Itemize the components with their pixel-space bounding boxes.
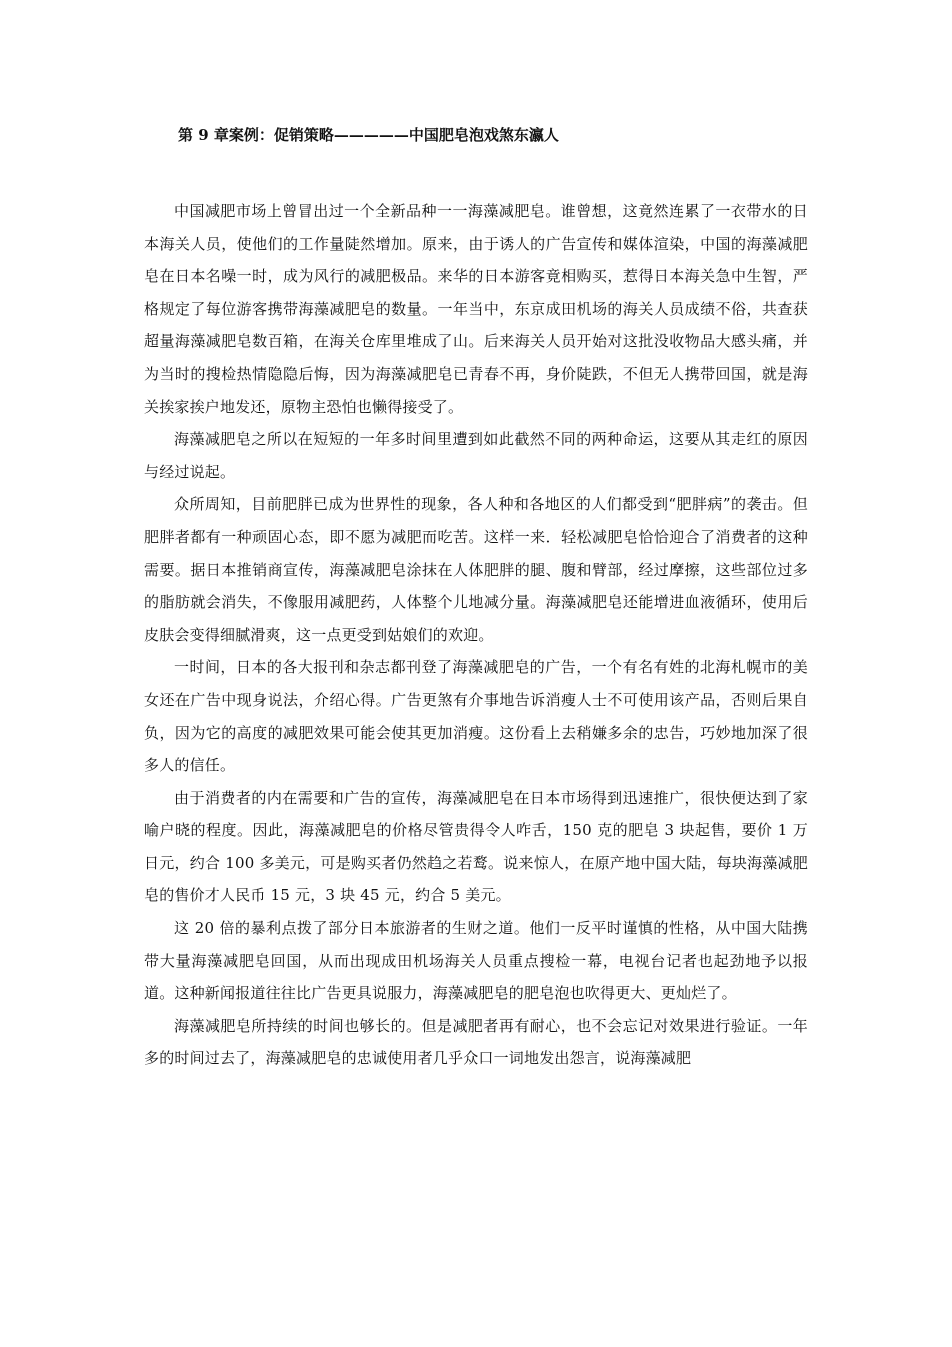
paragraph-4: 一时间，日本的各大报刊和杂志都刊登了海藻减肥皂的广告，一个有名有姓的北海札幌市的美女还在广告中现身说法，介绍心得。广告更煞有介事地告诉消瘦人士不可使用该产品，否则后果自负，因为它的高度的减肥效果可能会使其更加消瘦。这份看上去稍嫌多余的忠告，巧妙地加深了很多人的信任。 — [144, 658, 808, 775]
paragraph-6: 这 20 倍的暴利点拨了部分日本旅游者的生财之道。他们一反平时谨慎的性格，从中国大陆携带大量海藻减肥皂回国，从而出现成田机场海关人员重点搜检一幕，电视台记者也起劲地予以报道。这种新闻报道往往比广告更具说服力，海藻减肥皂的肥皂泡也吹得更大、更灿烂了。 — [144, 919, 808, 1003]
paragraph-2: 海藻减肥皂之所以在短短的一年多时间里遭到如此截然不同的两种命运，这要从其走红的原因与经过说起。 — [144, 430, 808, 481]
paragraph-3: 众所周知，目前肥胖已成为世界性的现象，各人种和各地区的人们都受到“肥胖病”的袭击。但肥胖者都有一种顽固心态，即不愿为减肥而吃苦。这样一来．轻松减肥皂恰恰迎合了消费者的这种需要。据日本推销商宣传，海藻减肥皂涂抹在人体肥胖的腿、腹和臂部，经过摩擦，这些部位过多的脂肪就会消失，不像服用减肥药，人体整个儿地减分量。海藻减肥皂还能增进血液循环，使用后皮肤会变得细腻滑爽，这一点更受到姑娘们的欢迎。 — [144, 495, 808, 644]
chapter-title: 第 9 章案例：促销策略—————中国肥皂泡戏煞东瀛人 — [178, 126, 559, 144]
article-body — [144, 195, 808, 1075]
paragraph-7: 海藻减肥皂所持续的时间也够长的。但是减肥者再有耐心，也不会忘记对效果进行验证。一年多的时间过去了，海藻减肥皂的忠诚使用者几乎众口一词地发出怨言，说海藻减肥 — [144, 1016, 808, 1068]
paragraph-1: 中国减肥市场上曾冒出过一个全新品种一一海藻减肥皂。谁曾想，这竟然连累了一衣带水的日本海关人员，使他们的工作量陡然增加。原来，由于诱人的广告宣传和媒体渲染，中国的海藻减肥皂在日本名噪一时，成为风行的减肥极品。来华的日本游客竟相购买，惹得日本海关急中生智，严格规定了每位游客携带海藻减肥皂的数量。一年当中，东京成田机场的海关人员成绩不俗，共查获超量海藻减肥皂数百箱，在海关仓库里堆成了山。后来海关人员开始对这批没收物品大感头痛，并为当时的搜检热情隐隐后悔，因为海藻减肥皂已青春不再，身价陡跌，不但无人携带回国，就是海关挨家挨户地发还，原物主恐怕也懒得接受了。 — [144, 202, 808, 416]
paragraph-5: 由于消费者的内在需要和广告的宣传，海藻减肥皂在日本市场得到迅速推广，很快便达到了家喻户晓的程度。因此，海藻减肥皂的价格尽管贵得令人咋舌，150 克的肥皂 3 块起售，要价 1 万日元，约合 100 多美元，可是购买者仍然趋之若鹜。说来惊人，在原产地中国大陆，每块海藻减肥皂的售价才人民币 15 元，3 块 45 元，约合 5 美元。 — [144, 788, 808, 905]
